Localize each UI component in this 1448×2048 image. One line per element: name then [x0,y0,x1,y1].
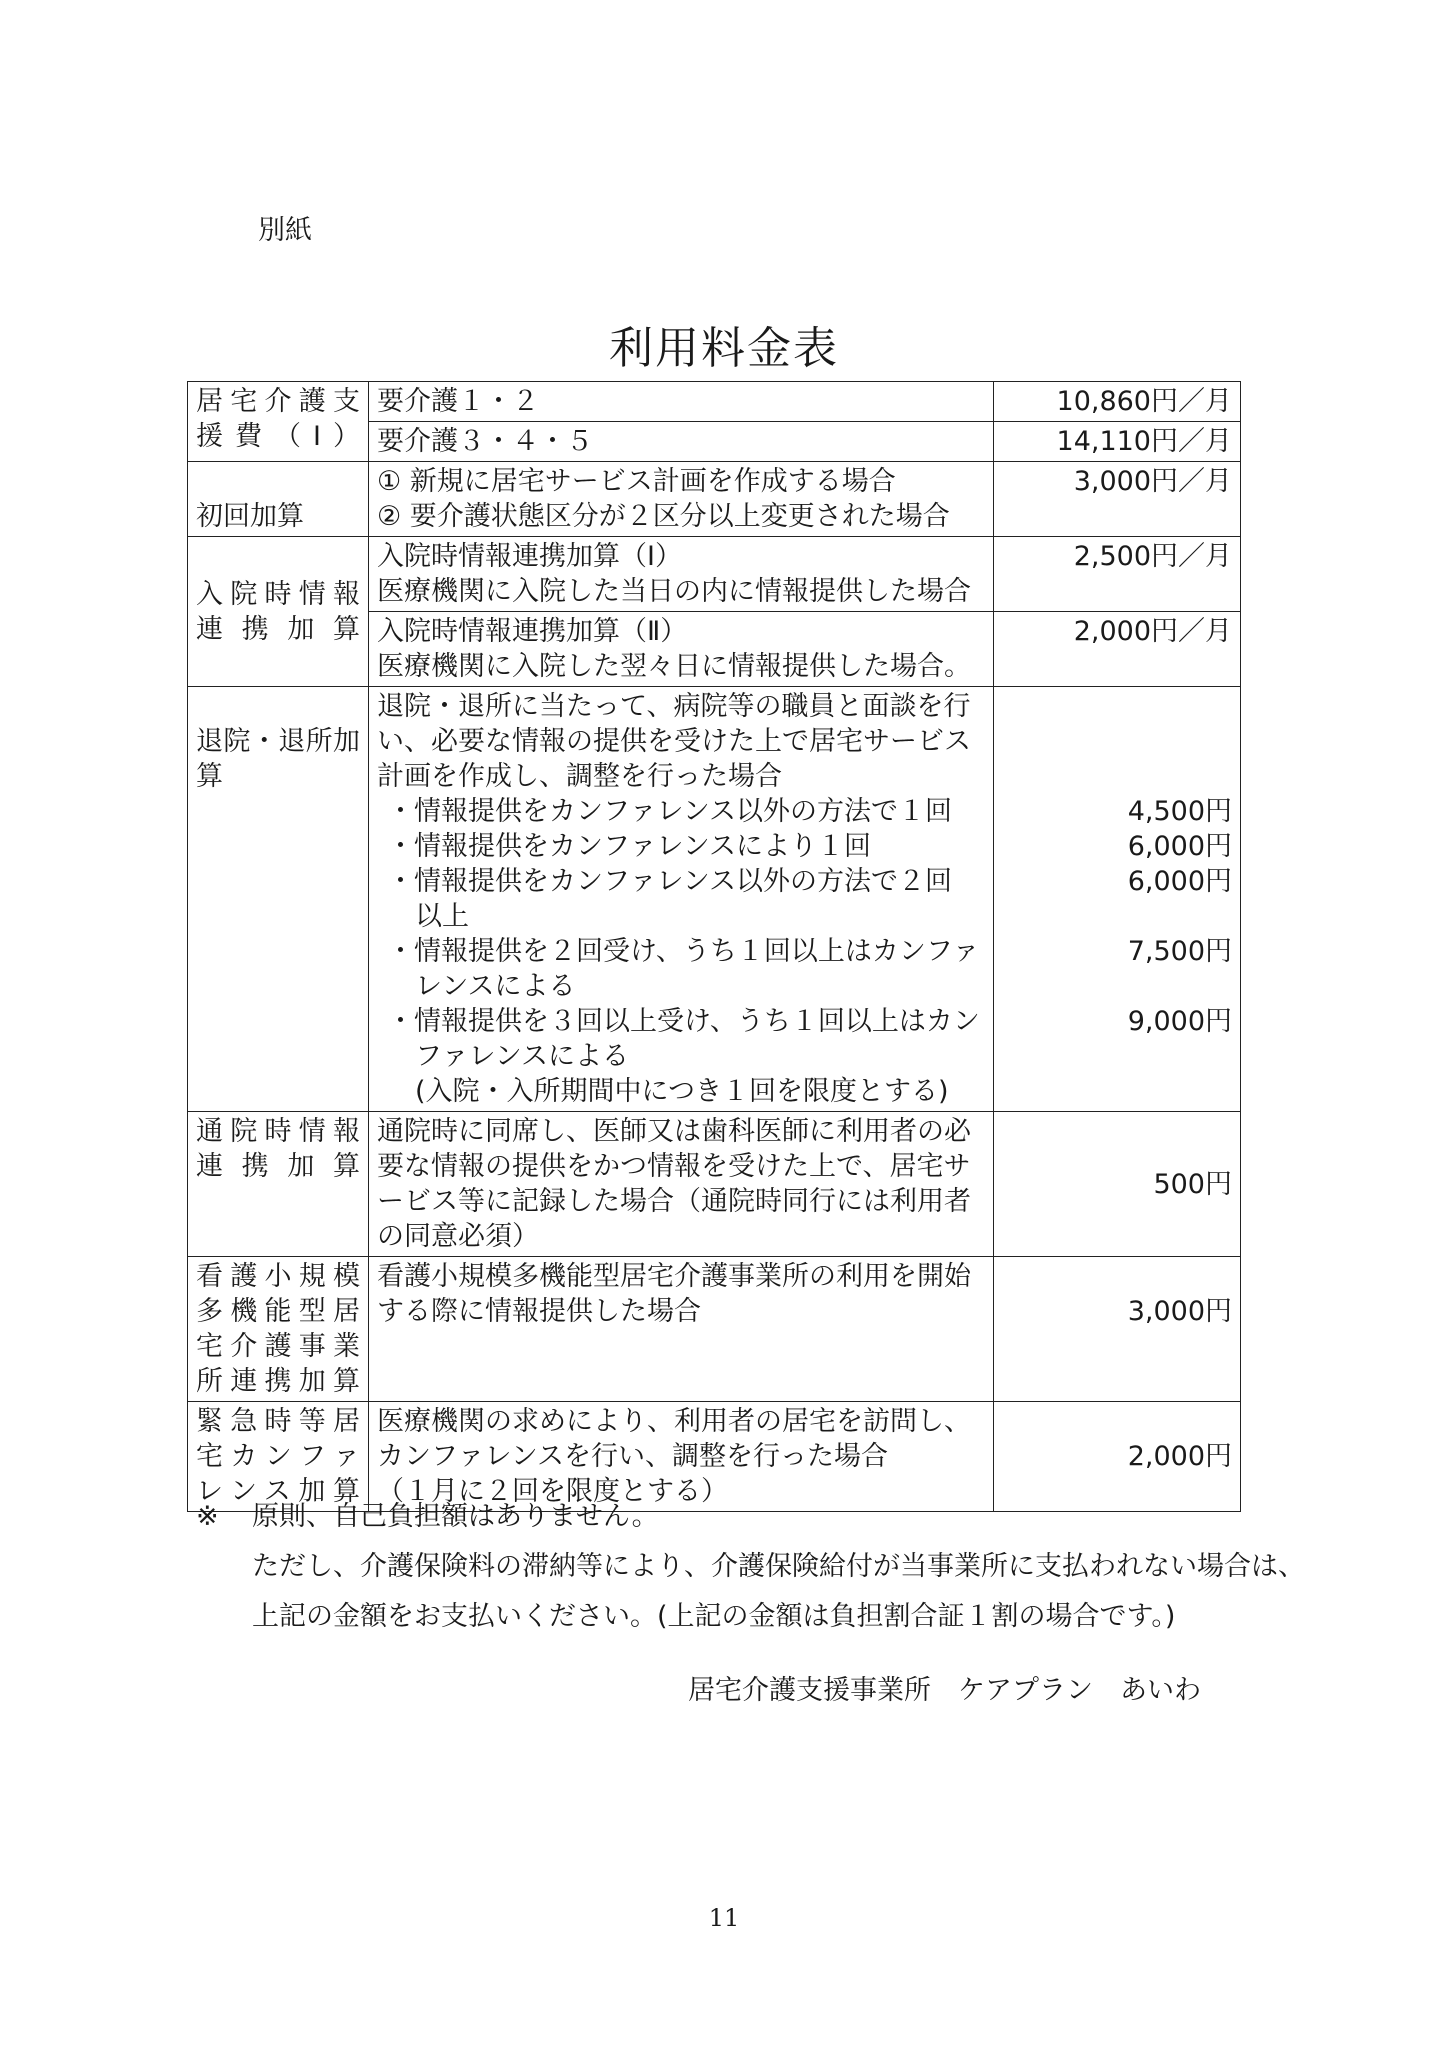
desc-line: ービス等に記録した場合（通院時同行には利用者 [377,1186,971,1217]
list-item: ・情報提供をカンファレンス以外の方法で２回 [387,866,952,897]
category-line: 居宅介護支 [196,386,360,417]
amount-cell: 10,860円／月 [994,382,1241,422]
amount-line: 7,500円 [1127,936,1232,967]
amount-line: 6,000円 [1127,866,1232,897]
desc-line: ② 要介護状態区分が２区分以上変更された場合 [377,501,950,532]
category-line: 多機能型居 [196,1296,360,1327]
amount-cell: 500円 [994,1112,1241,1257]
amount-cell: 3,000円 [994,1257,1241,1402]
desc-line: 医療機関の求めにより、利用者の居宅を訪問し、 [377,1406,971,1437]
note-line: 上記の金額をお支払いください。(上記の金額は負担割合証１割の場合です。) [252,1601,1176,1632]
table-row [188,462,1241,537]
category-line: 退院・退所加 [196,726,360,757]
desc-line: 通院時に同席し、医師又は歯科医師に利用者の必 [377,1116,971,1147]
desc-line: 入院時情報連携加算（Ⅰ） [377,541,682,572]
category-line: 看護小規模 [196,1261,360,1292]
note-mark: ※ [196,1501,219,1532]
category-taiin [188,687,369,1112]
desc-line: カンファレンスを行い、調整を行った場合 [377,1441,888,1472]
desc-cell [369,612,994,687]
page-number: 11 [708,1904,740,1932]
category-line: 宅介護事業 [196,1331,360,1362]
office-name: 居宅介護支援事業所 ケアプラン あいわ [688,1675,1201,1706]
list-item-cont: ファレンスによる [415,1041,629,1072]
category-shokai: 初回加算 [188,462,369,537]
amount-line: 4,500円 [1127,796,1232,827]
desc-line: い、必要な情報の提供を受けた上で居宅サービス [377,726,971,757]
amount-line: 6,000円 [1127,831,1232,862]
desc-line: （１月に２回を限度とする） [377,1476,728,1507]
desc-line: 医療機関に入院した当日の内に情報提供した場合 [377,576,971,607]
category-line: 宅カンファ [196,1441,360,1472]
category-kyotaku [188,382,369,462]
desc-cell [369,462,994,537]
desc-line: ① 新規に居宅サービス計画を作成する場合 [377,466,896,497]
list-item: ・情報提供をカンファレンスにより１回 [387,831,871,862]
desc-line: 入院時情報連携加算（Ⅱ） [377,616,688,647]
desc-line: の同意必須） [377,1221,539,1252]
table-row [188,382,1241,422]
table-row [188,537,1241,612]
list-item: ・情報提供を２回受け、うち１回以上はカンファ [387,936,980,967]
note-line: ただし、介護保険料の滞納等により、介護保険給付が当事業所に支払われない場合は、 [252,1551,1305,1582]
limit-note: (入院・入所期間中につき１回を限度とする) [415,1076,949,1107]
list-item: ・情報提供をカンファレンス以外の方法で１回 [387,796,952,827]
list-item-cont: レンスによる [415,971,576,1002]
desc-cell: 要介護３・４・５ [369,422,994,462]
amount-cell: 2,000円 [994,1402,1241,1512]
amount-cell: 2,000円／月 [994,612,1241,687]
desc-cell: 要介護１・２ [369,382,994,422]
category-line: 通院時情報 [196,1116,360,1147]
category-line: 連携加算 [196,1151,360,1182]
category-line: レンス加算 [196,1476,360,1507]
desc-cell [369,1112,994,1257]
category-line: 援費（Ⅰ） [196,421,360,452]
table-row [188,1112,1241,1257]
desc-line: 退院・退所に当たって、病院等の職員と面談を行 [377,691,971,722]
list-item: ・情報提供を３回以上受け、うち１回以上はカン [387,1006,980,1037]
fee-table [187,381,1241,1512]
desc-cell [369,687,994,1112]
category-tsuin [188,1112,369,1257]
table-row [188,1257,1241,1402]
amount-cell: 3,000円／月 [994,462,1241,537]
category-line: 所連携加算 [196,1366,360,1397]
desc-line: 医療機関に入院した翌々日に情報提供した場合。 [377,651,971,682]
desc-line: 要な情報の提供をかつ情報を受けた上で、居宅サ [377,1151,971,1182]
page-title: 利用料金表 [609,323,839,374]
table-row [188,687,1241,1112]
desc-line: 計画を作成し、調整を行った場合 [377,761,782,792]
amount-cell: 2,500円／月 [994,537,1241,612]
notes [196,1492,1305,1642]
category-line: 連携加算 [196,613,360,645]
desc-cell [369,537,994,612]
note-text: 原則、自己負担額はありません。 [252,1501,659,1532]
amount-line: 9,000円 [1127,1006,1232,1037]
category-line: 入院時情報 [196,578,360,610]
desc-cell [369,1257,994,1402]
annex-label: 別紙 [258,215,312,246]
category-line: 緊急時等居 [196,1406,360,1437]
amount-cell: 14,110円／月 [994,422,1241,462]
desc-line: する際に情報提供した場合 [377,1296,701,1327]
amount-cell [994,687,1241,1112]
category-kango [188,1257,369,1402]
note-line [196,1492,1305,1542]
desc-line: 看護小規模多機能型居宅介護事業所の利用を開始 [377,1261,971,1292]
category-nyuin [188,537,369,687]
list-item-cont: 以上 [415,901,469,932]
category-line: 算 [196,761,223,792]
